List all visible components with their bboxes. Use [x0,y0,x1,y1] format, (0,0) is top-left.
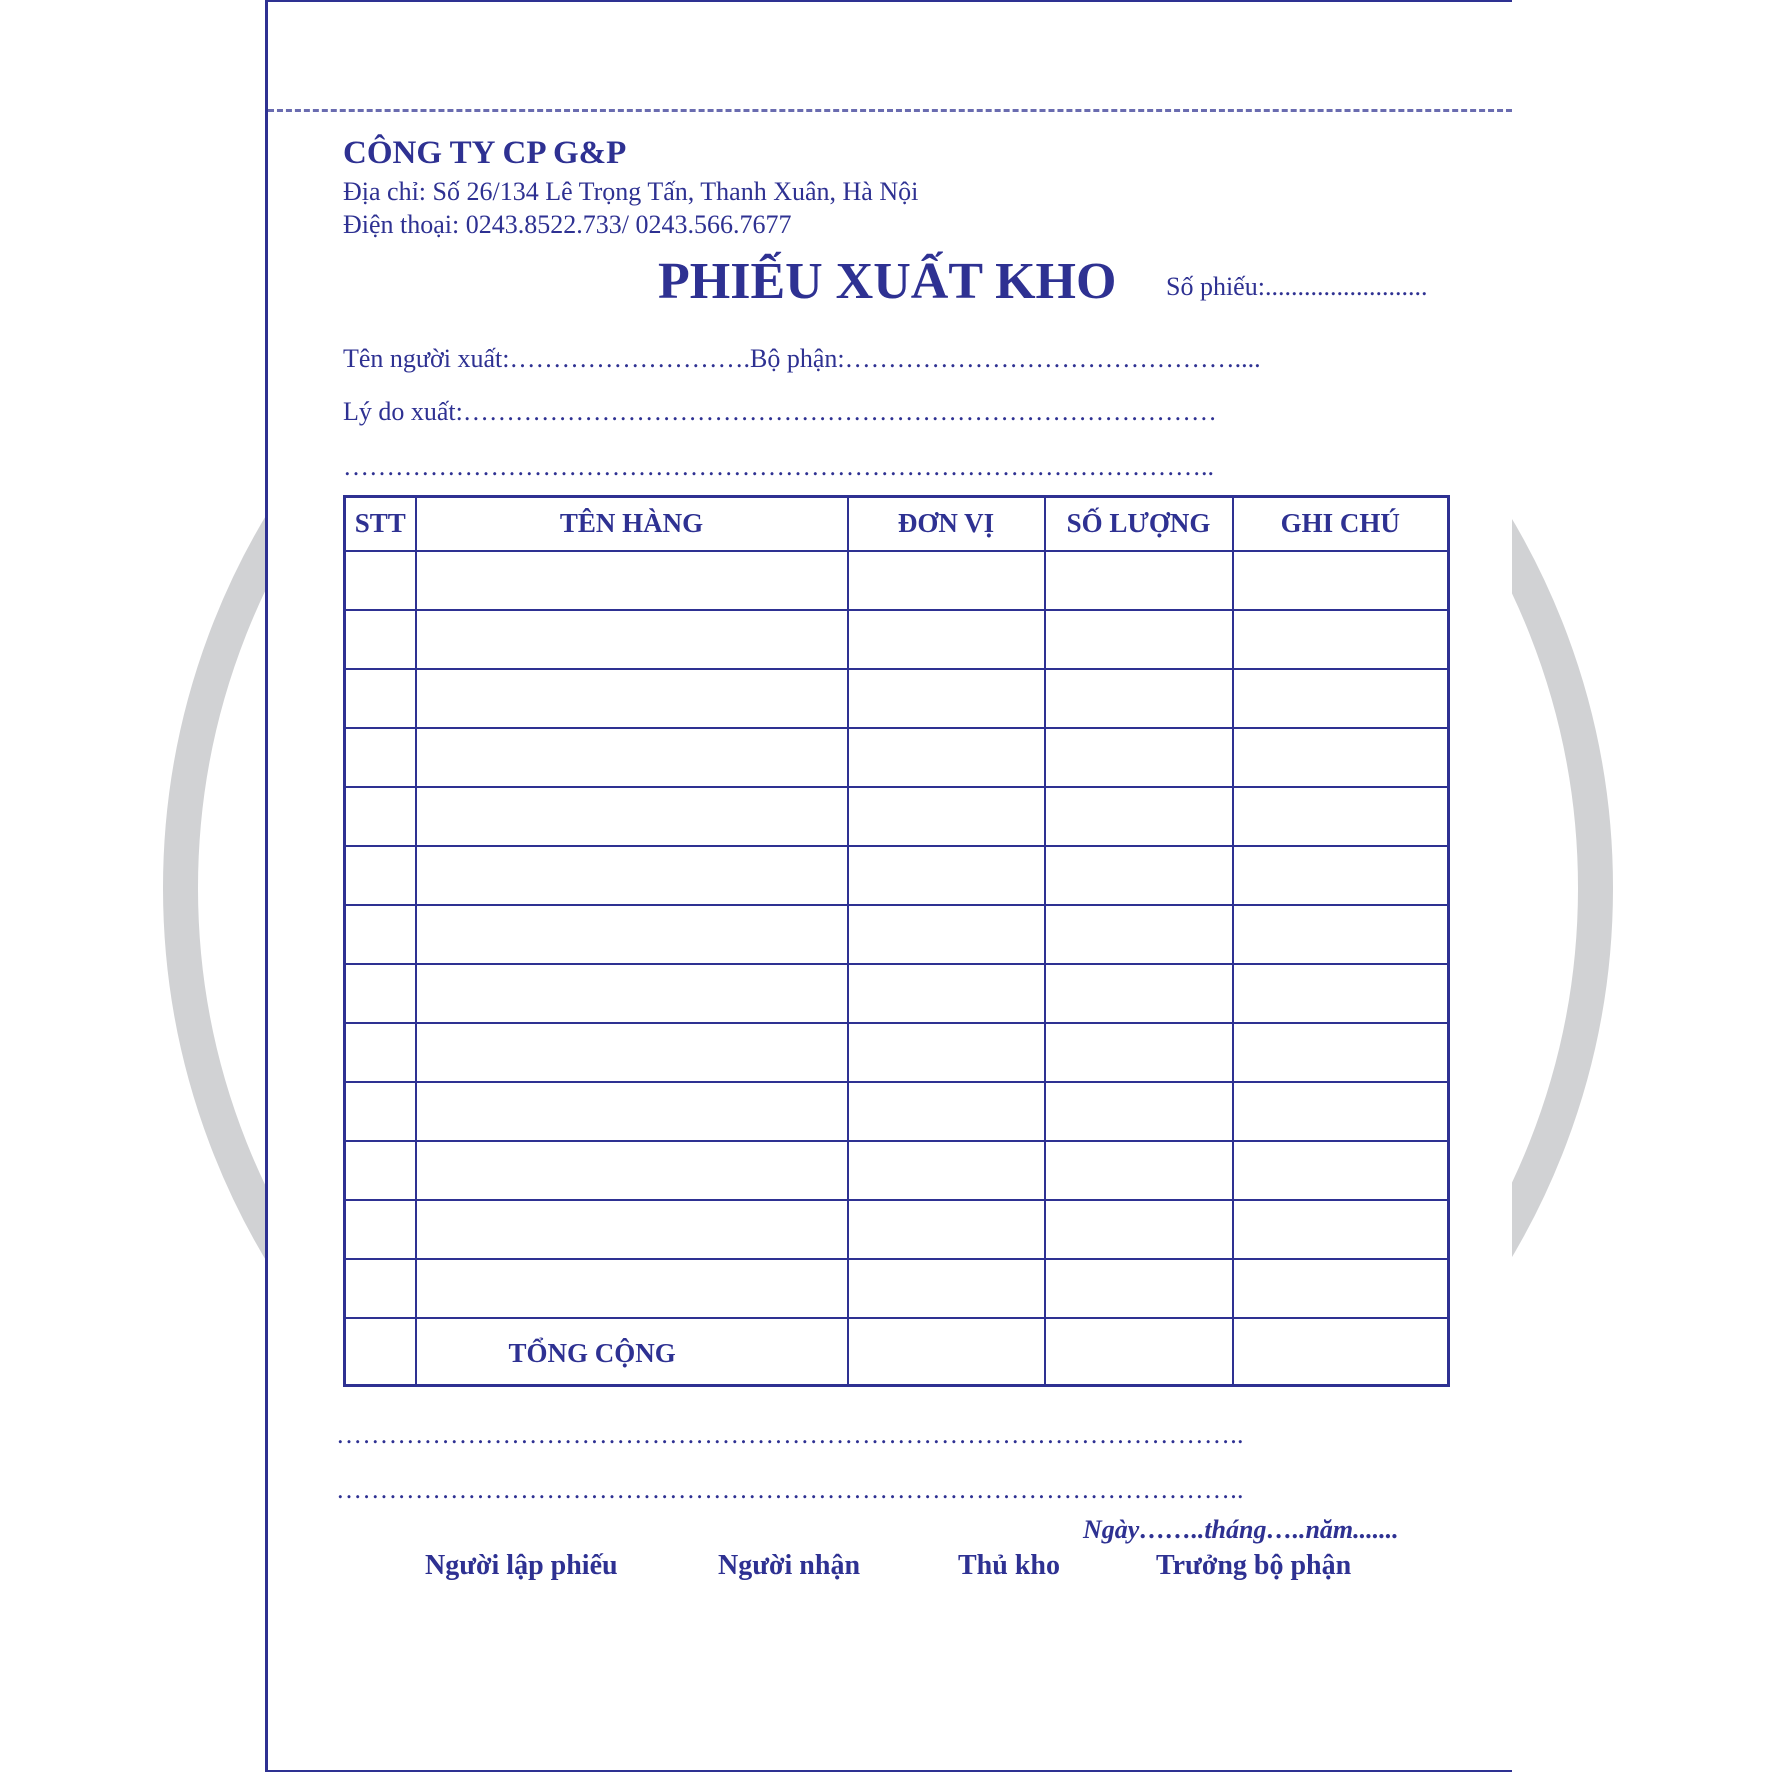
exporter-department-field: Tên người xuất:……………………….Bộ phận:……………………………………….... [343,344,1261,373]
table-cell [1045,787,1233,846]
table-cell [848,1259,1045,1318]
table-cell [345,1318,416,1386]
table-cell [1045,1200,1233,1259]
total-quantity-cell [1045,1318,1233,1386]
voucher-sheet [265,0,1512,1772]
table-cell [848,1200,1045,1259]
table-row [345,1141,1449,1200]
perforation-line [268,109,1512,112]
header-stt: STT [345,497,416,551]
table-cell [1045,610,1233,669]
voucher-number-field: Số phiếu:......................... [1166,272,1428,301]
table-cell [1233,551,1449,610]
table-cell [1233,1200,1449,1259]
table-row [345,551,1449,610]
table-row [345,610,1449,669]
header-quantity: SỐ LƯỢNG [1045,497,1233,551]
table-cell [345,669,416,728]
table-row [345,1082,1449,1141]
table-cell [1045,905,1233,964]
table-cell [345,964,416,1023]
table-cell [1233,1141,1449,1200]
table-row [345,1200,1449,1259]
signature-department-head: Trưởng bộ phận [1156,1550,1352,1581]
table-cell [1045,1082,1233,1141]
table-cell [345,1082,416,1141]
company-address: Địa chỉ: Số 26/134 Lê Trọng Tấn, Thanh Xuân, Hà Nội [343,177,919,206]
table-cell [848,1141,1045,1200]
table-cell [1045,846,1233,905]
table-cell [345,551,416,610]
total-note-cell [1233,1318,1449,1386]
table-row [345,728,1449,787]
form-title: PHIẾU XUẤT KHO [658,253,1117,310]
table-cell [416,846,848,905]
table-cell [345,1141,416,1200]
header-note: GHI CHÚ [1233,497,1449,551]
company-name: CÔNG TY CP G&P [343,135,627,171]
table-cell [848,551,1045,610]
table-cell [1045,551,1233,610]
table-row [345,787,1449,846]
table-cell [848,787,1045,846]
table-cell [848,610,1045,669]
table-cell [345,728,416,787]
table-cell [848,964,1045,1023]
table-cell [1233,964,1449,1023]
table-cell [1045,669,1233,728]
table-cell [345,1023,416,1082]
table-cell [1233,728,1449,787]
notes-line-1: ………………………………………………………………………………………….. [336,1420,1244,1449]
table-cell [1233,1023,1449,1082]
table-cell [345,1259,416,1318]
table-cell [1233,1082,1449,1141]
signature-receiver: Người nhận [718,1550,861,1581]
table-row [345,1259,1449,1318]
table-cell [1233,846,1449,905]
table-cell [1045,1259,1233,1318]
table-cell [1045,728,1233,787]
table-cell [416,669,848,728]
company-phone: Điện thoại: 0243.8522.733/ 0243.566.7677 [343,210,792,239]
header-item-name: TÊN HÀNG [416,497,848,551]
table-cell [416,787,848,846]
signature-preparer: Người lập phiếu [425,1550,618,1581]
header-unit: ĐƠN VỊ [848,497,1045,551]
table-cell [416,905,848,964]
table-cell [848,728,1045,787]
table-cell [1233,610,1449,669]
signature-storekeeper: Thủ kho [958,1550,1060,1581]
items-table [343,495,1450,1387]
table-total-row [345,1318,1449,1386]
table-row [345,669,1449,728]
table-cell [1233,669,1449,728]
table-cell [848,846,1045,905]
notes-line-2: ………………………………………………………………………………………….. [336,1475,1244,1504]
table-cell [1045,1141,1233,1200]
table-cell [416,1023,848,1082]
table-row [345,905,1449,964]
table-cell [416,1200,848,1259]
table-cell [345,1200,416,1259]
table-cell [416,1082,848,1141]
table-cell [848,1082,1045,1141]
table-row [345,846,1449,905]
table-cell [1233,787,1449,846]
total-label: TỔNG CỘNG [416,1318,848,1386]
reason-field-continuation: ……………………………………………………………………………………….. [343,452,1214,481]
table-cell [345,846,416,905]
table-cell [416,1141,848,1200]
table-cell [1233,905,1449,964]
table-cell [848,1023,1045,1082]
table-cell [1045,964,1233,1023]
table-row [345,964,1449,1023]
table-cell [416,964,848,1023]
table-cell [1233,1259,1449,1318]
table-cell [416,728,848,787]
date-line: Ngày……..tháng…..năm....... [1083,1515,1399,1544]
table-cell [1045,1023,1233,1082]
table-cell [848,669,1045,728]
table-cell [345,787,416,846]
table-row [345,1023,1449,1082]
table-cell [848,905,1045,964]
reason-field: Lý do xuất:…………………………………………………………………………… [343,397,1217,426]
total-unit-cell [848,1318,1045,1386]
table-cell [345,905,416,964]
table-cell [345,610,416,669]
table-cell [416,1259,848,1318]
table-cell [416,610,848,669]
table-cell [416,551,848,610]
table-header-row [345,497,1449,551]
